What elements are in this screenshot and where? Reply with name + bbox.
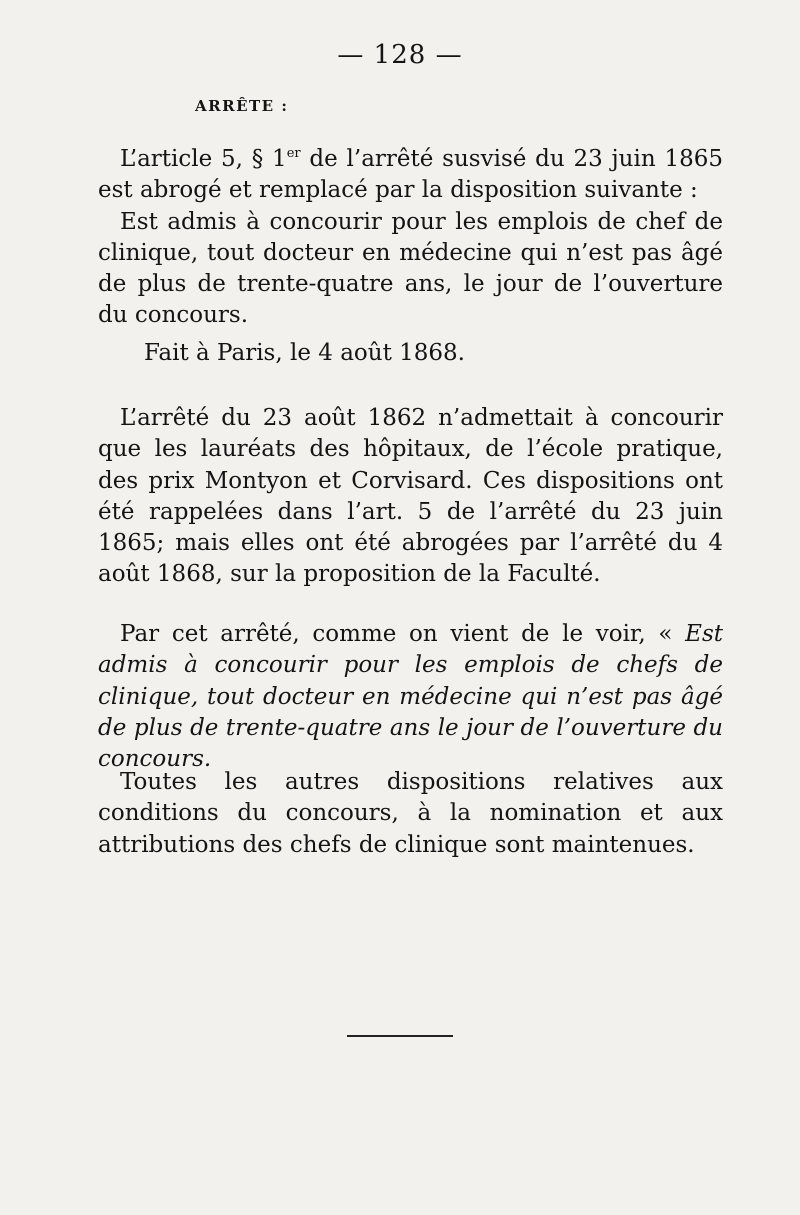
commentary-quote-block: [98, 619, 723, 775]
decree-signature-block: [98, 338, 723, 369]
commentary-paragraph-3: Toutes les autres dispositions relatives aux conditions du concours, à la nomination et aux attributions des chefs de clinique sont maintenues.: [98, 769, 723, 858]
quoted-decree-text: Est admis à concourir pour les emplois de chefs de clinique, tout docteur en médecine qui n’est pas âgé de plus de trente-quatre ans le jour de l’ouverture du concours.: [98, 621, 723, 773]
ordinal-superscript: er: [286, 146, 301, 161]
decree-text: [98, 144, 723, 332]
commentary-paragraph-1: L’arrêté du 23 août 1862 n’admettait à concourir que les lauréats des hôpitaux, de l’école pratique, des prix Montyon et Corvisard. Ces dispositions ont été rappelées dans l’art. 5 de l’arrêté du 23 juin 1865; mais elles ont été abrogées par l’arrêté du 4 août 1868, sur la proposition de la Faculté.: [98, 405, 723, 588]
decree-paragraph-2: Est admis à concourir pour les emplois de chef de clinique, tout docteur en médecine qui n’est pas âgé de plus de trente-quatre ans, le jour de l’ouverture du concours.: [98, 208, 723, 329]
commentary-paragraph-2: [98, 619, 723, 775]
page-number: — 128 —: [337, 40, 463, 70]
commentary-text: [98, 403, 723, 591]
decree-paragraph-1-start: L’article 5, § 1: [120, 146, 287, 172]
decree-paragraph-1-end: de l’arrêté susvisé du 23 juin 1865 est abrogé et remplacé par la disposition suivante :: [98, 146, 723, 204]
section-divider-rule: [347, 1035, 453, 1037]
decree-signature: Fait à Paris, le 4 août 1868.: [144, 340, 465, 366]
decree-paragraph-1: [98, 144, 723, 207]
commentary-closing-block: [98, 767, 723, 861]
commentary-paragraph-2-intro: Par cet arrêté, comme on vient de le voir, «: [120, 621, 686, 647]
section-heading: ARRÊTE :: [195, 97, 289, 115]
